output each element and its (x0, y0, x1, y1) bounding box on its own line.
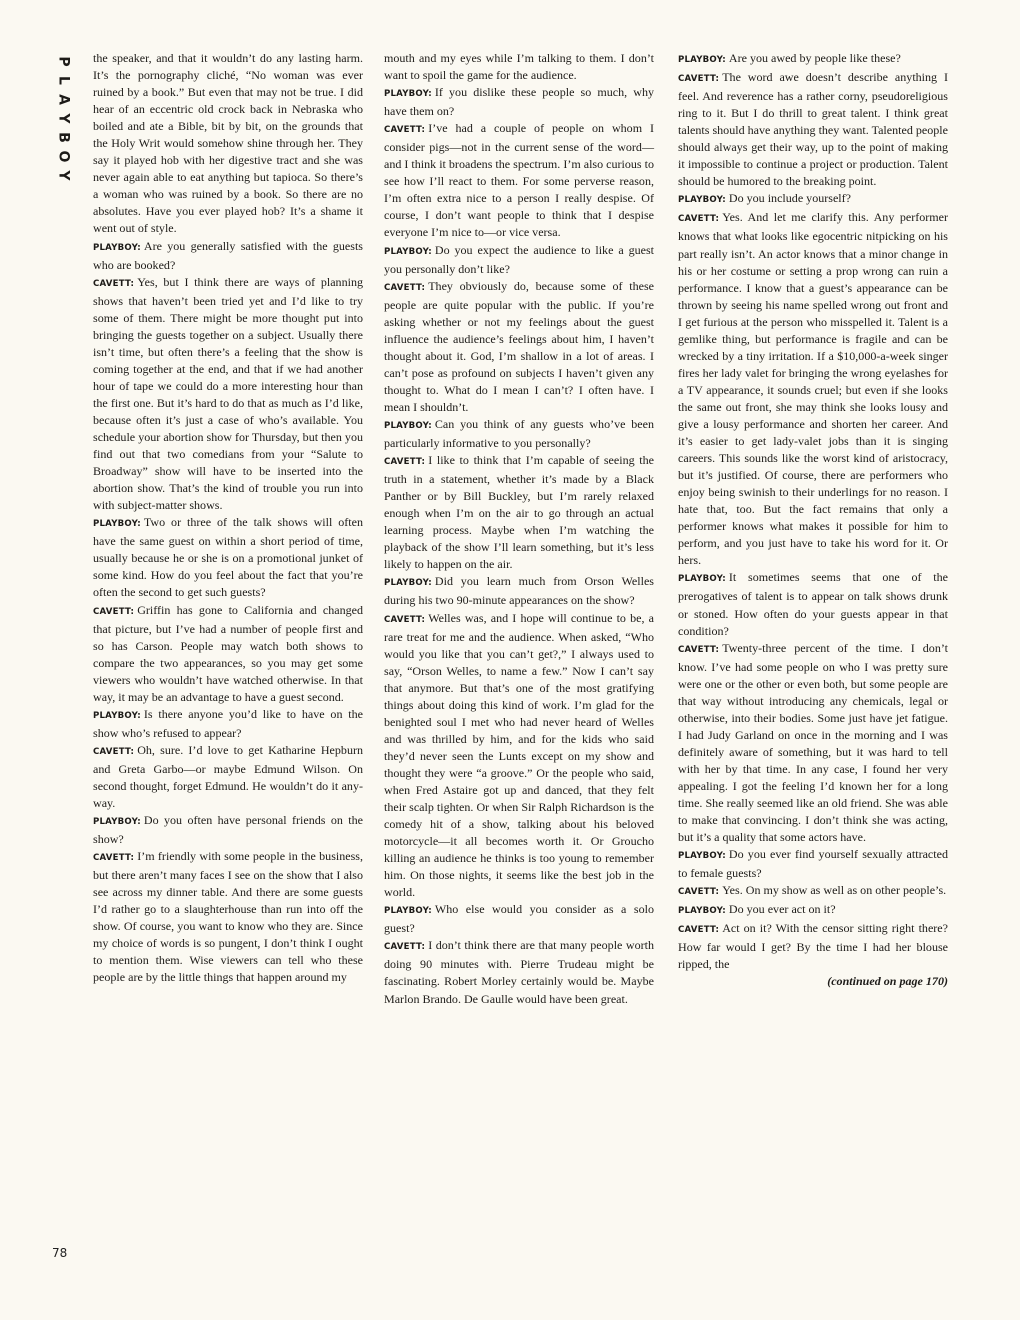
speaker-label: CAVETT: (384, 457, 426, 468)
paragraph-text: Yes. And let me clarify this. Any performer knows that what looks like egocentric nitpicking on his part really isn’t. An actor knows that a minor change in his or her costume or setting a prop wrong can ruin a performance. I know that a guest’s appearance can be thrown by seeing his name spelled wrong out front and I get furious at the person who misspelled it. Talent is a gemlike thing, but performance is fragile and can be wrecked by a tiny irritation. If a $10,000-a-week singer fires her lady valet for bringing the wrong eyelashes for a TV appearance, it sounds cruel; but even if she looks the same out front, she may think she looks lousy and give a lousy performance and shorten her career. And it’s easier to get lady-valet jobs than it is singing careers. This sounds like the worst kind of aristocracy, but it’s justified. Of course, there are performers who enjoy being swinish to their underlings for no reason. I hate that, too. But the fact remains that only a performer knows what makes it possible for him to perform, and you just have to take his word for it. Or hers. (678, 210, 948, 568)
text-column-3 (678, 50, 948, 991)
interview-paragraph (93, 742, 363, 812)
speaker-label: PLAYBOY: (93, 710, 141, 721)
speaker-label: PLAYBOY: (93, 242, 141, 253)
speaker-label: PLAYBOY: (384, 89, 432, 100)
paragraph-text: Two or three of the talk shows will often have the same guest on within a short period of time, usually because he or she is on a promotional junket of some kind. How do you feel about the fact that you’re often the second to get such guests? (93, 515, 363, 600)
interview-paragraph (93, 812, 363, 848)
interview-paragraph (678, 920, 948, 973)
speaker-label: CAVETT: (678, 214, 720, 225)
text-column-1 (93, 50, 363, 987)
interview-paragraph (384, 84, 654, 120)
paragraph-text: I’ve had a couple of people on whom I consider pigs—not in the current sense of the word—and I think it broadens the spectrum. I’m also curious to see how I’ll react to them. For some perverse reason, I’m often extra nice to a person I really despise. Of course, I don’t want people to think that I despise everyone I’m nice to—or vice versa. (384, 121, 654, 240)
paragraph-text: Do you ever act on it? (728, 902, 836, 917)
page-number: 78 (52, 1246, 68, 1260)
speaker-label: CAVETT: (93, 746, 135, 757)
paragraph-text: Do you ever find yourself sexually attracted to female guests? (678, 847, 948, 881)
paragraph-text: Did you learn much from Orson Welles during his two 90-minute appearances on the show? (384, 574, 654, 608)
side-title-letter: A (55, 94, 72, 105)
speaker-label: PLAYBOY: (384, 246, 432, 257)
interview-paragraph (678, 209, 948, 569)
interview-paragraph (384, 416, 654, 452)
interview-paragraph (678, 69, 948, 190)
interview-paragraph (384, 50, 654, 84)
speaker-label: PLAYBOY: (678, 195, 726, 206)
interview-paragraph (384, 937, 654, 1007)
interview-paragraph (678, 640, 948, 847)
speaker-label: PLAYBOY: (678, 906, 726, 917)
speaker-label: CAVETT: (93, 278, 135, 289)
speaker-label: CAVETT: (93, 606, 135, 617)
paragraph-text: Yes. On my show as well as on other people’s. (722, 883, 947, 898)
speaker-label: PLAYBOY: (678, 55, 726, 65)
speaker-label: PLAYBOY: (678, 851, 726, 862)
paragraph-text: Griffin has gone to California and changed that picture, but I’ve had a number of people first and so has Carson. People may watch both shows to compare the two appearances, so you may get some viewers who wouldn’t have watched otherwise. In that way, it may be an advantage to have a guest second. (93, 602, 363, 704)
speaker-label: PLAYBOY: (384, 578, 432, 589)
speaker-label: CAVETT: (384, 125, 426, 136)
interview-paragraph (384, 573, 654, 609)
interview-paragraph (678, 846, 948, 882)
interview-paragraph (678, 50, 948, 69)
speaker-label: CAVETT: (678, 74, 720, 85)
side-title-letter: B (55, 132, 72, 143)
paragraph-text: the speaker, and that it wouldn’t do any lasting harm. It’s the pornography cliché, “No woman was ever ruined by a book.” But even that may not be true. I did hear of an eccentric old crock back in Nebraska who boiled and ate a Bible, bit by bit, on the grounds that the Holy Writ would somehow shine through her. They say it played hob with her digestive tract and she was never again able to eat anything but tapioca. So there’s a woman who was ruined by a book. So there are no absolutes. Have you ever played hob? It’s a shame it went out of style. (93, 51, 363, 236)
side-title-letter: P (55, 56, 72, 67)
interview-paragraph (93, 274, 363, 515)
side-title-letter: Y (55, 170, 72, 181)
interview-paragraph (93, 848, 363, 986)
side-title-letter: Y (55, 113, 72, 124)
paragraph-text: If you dislike these people so much, why have them on? (384, 85, 654, 119)
speaker-label: CAVETT: (93, 853, 135, 864)
interview-paragraph (384, 610, 654, 902)
paragraph-text: Act on it? With the censor sitting right there? How far would I get? By the time I had her blouse ripped, the (678, 921, 948, 972)
interview-paragraph (678, 901, 948, 920)
paragraph-text: Are you generally satisfied with the guests who are booked? (93, 238, 363, 272)
speaker-label: PLAYBOY: (384, 420, 432, 431)
paragraph-text: I’m friendly with some people in the business, but there aren’t many faces I see on the show that I also see across my dinner table. And there are some guests I’d rather go to a slaughterhouse than run into off the show. Of course, you want to know who they are. Since my choice of words is so pungent, I don’t think I ought to mention them. Wise viewers can tell who these people are by the little things that happen around my (93, 849, 363, 985)
speaker-label: CAVETT: (678, 925, 720, 936)
side-title-letter: L (55, 76, 72, 85)
paragraph-text: Is there anyone you’d like to have on the show who’s refused to appear? (93, 706, 363, 740)
speaker-label: CAVETT: (678, 644, 720, 655)
speaker-label: CAVETT: (384, 614, 426, 625)
paragraph-text: I don’t think there are that many people worth doing 90 minutes with. Pierre Trudeau might be fascinating. Robert Morley certainly would be. Maybe Marlon Brando. De Gaulle would have been great. (384, 938, 654, 1006)
paragraph-text: The word awe doesn’t describe anything I feel. And reverence has a rather corny, pseudoreligious ring to it. But I do thrill to great talent. I think great talents should have anything they want. Talented people should always get their way, up to the point of making it impossible to continue a project or production. Talent should be humored to the breaking point. (678, 70, 948, 189)
paragraph-text: mouth and my eyes while I’m talking to them. I don’t want to spoil the game for the audience. (384, 51, 654, 83)
paragraph-text: Do you include yourself? (728, 191, 852, 206)
interview-paragraph (384, 242, 654, 278)
paragraph-text: Are you awed by people like these? (728, 51, 901, 65)
interview-paragraph (93, 706, 363, 742)
paragraph-text: Do you expect the audience to like a guest you personally don’t like? (384, 242, 654, 276)
speaker-label: PLAYBOY: (678, 574, 726, 585)
paragraph-text: It sometimes seems that one of the prerogatives of talent is to appear on talk shows drunk or stoned. How often do your guests appear in that condition? (678, 570, 948, 638)
interview-paragraph (678, 190, 948, 209)
interview-paragraph (93, 514, 363, 601)
paragraph-text: Twenty-three percent of the time. I don’t know. I’ve had some people on who I was pretty sure were one or the other or even both, but some people are that way without introducing any chemicals, legal or otherwise, into their bodies. Some just have jet fatigue. I had Judy Garland on once in the morning and I was definitely aware of something, but it was hard to tell with her by that time. In any case, I found her very appealing. I got the feeling I’d known her for a long time. She really seemed like an old friend. She was able to make that convincing. I don’t think she was acting, but it’s a quality that some actors have. (678, 640, 948, 845)
interview-paragraph (93, 238, 363, 274)
interview-paragraph (93, 602, 363, 706)
interview-paragraph (384, 901, 654, 937)
speaker-label: PLAYBOY: (384, 906, 432, 917)
paragraph-text: Welles was, and I hope will continue to be, a rare treat for me and the audience. When asked, “Who would you like that you can’t get?,” I always used to say, “Orson Welles, to name a few.” Now I can’t say that anymore. But that’s one of the most gratifying things about doing this kind of work. I’m glad for the benighted soul I met who had never heard of Welles and was thrilled by him, and for the kids who said they’d never seen the Lunts except on my show and thought they were “a groove.” Or the people who said, when Fred Astaire got up and danced, that they felt their scalp tighten. Or when Sir Ralph Richardson is the comedy hit of a show, talking about his beloved motorcycle—it all becomes worth it. Or Groucho killing an audience he thinks is too young to remember him. On those nights, it seems like the best job in the world. (384, 610, 654, 900)
paragraph-text: They obviously do, because some of these people are quite popular with the public. If you’re asking whether or not my feelings about the guest influence the audience’s feelings about him, I haven’t thought about it. God, I’m shallow in a lot of areas. I can’t pose as profound on subjects I haven’t given any thought to. What do I mean I can’t? I often have. I mean I shouldn’t. (384, 278, 654, 414)
interview-paragraph (678, 882, 948, 901)
interview-paragraph (93, 50, 363, 238)
speaker-label: PLAYBOY: (93, 519, 141, 530)
paragraph-text: Can you think of any guests who’ve been particularly informative to you personally? (384, 416, 654, 451)
paragraph-text: Who else would you consider as a solo guest? (384, 902, 654, 936)
paragraph-text: Oh, sure. I’d love to get Katharine Hepburn and Greta Garbo—or maybe Edmund Wilson. On second thought, forget Edmund. He wouldn’t do it anyway. (93, 742, 363, 811)
magazine-side-title (52, 52, 74, 185)
interview-paragraph (384, 452, 654, 573)
text-column-2 (384, 50, 654, 1008)
interview-paragraph (384, 120, 654, 241)
speaker-label: PLAYBOY: (93, 817, 141, 828)
paragraph-text: Yes, but I think there are ways of planning shows that haven’t been tried yet and I’d like to try some of them. There might be more thought put into bringing the guests together on a subject. Usually there isn’t time, but often there’s a feeling that the show is coming together at the end, and that if we had another hour of tape we could do a more interesting hour than the first one. But it’s hard to do that as much as I’d like, because often it’s just a case of who’s available. You schedule your abortion show for Thursday, but then you find out that two comedians from your “Salute to Broadway” show will have to be inserted into the abortion show. That’s the kind of trouble you run into with subject-matter shows. (93, 274, 363, 513)
interview-paragraph (384, 278, 654, 416)
side-title-letter: O (55, 150, 72, 163)
speaker-label: CAVETT: (384, 942, 426, 953)
speaker-label: CAVETT: (678, 887, 720, 898)
interview-paragraph (678, 569, 948, 639)
continued-note: (continued on page 170) (827, 974, 948, 989)
paragraph-text: Do you often have personal friends on the show? (93, 813, 363, 847)
paragraph-text: I like to think that I’m capable of seeing the truth in a statement, whether it’s made by a Black Panther or by Bill Buckley, but I’m rarely relaxed enough when I’m on the air to go through an actual learning process. Maybe when I’m watching the playback of the show I’ll learn something, but it’s less likely to happen on the air. (384, 453, 654, 572)
speaker-label: CAVETT: (384, 282, 426, 293)
